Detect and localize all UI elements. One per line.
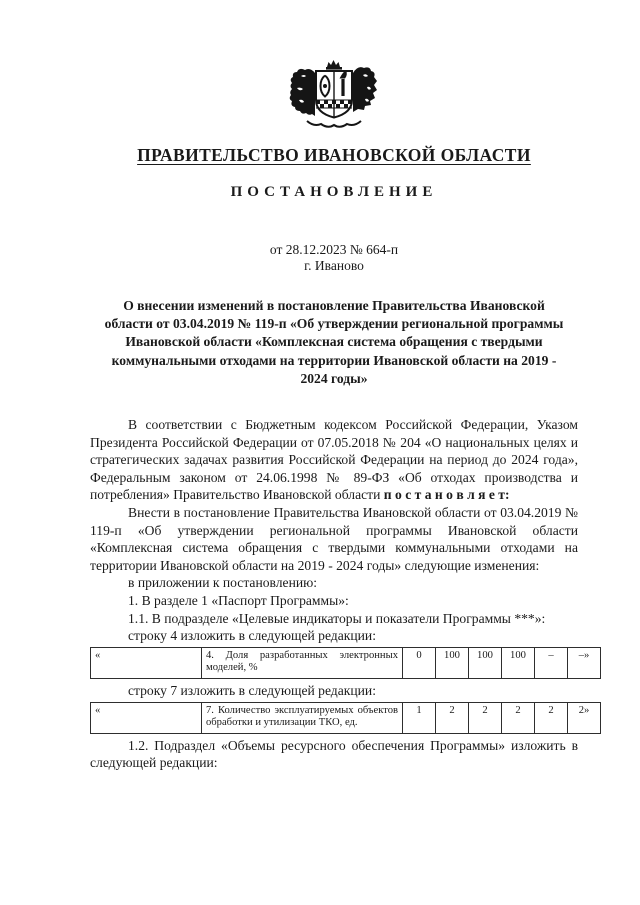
table-row4-amendment	[90, 647, 601, 679]
line-item-1-1: 1.1. В подразделе «Целевые индикаторы и показатели Программы ***»:	[128, 610, 546, 626]
org-title	[90, 145, 578, 166]
cell-value: 0	[403, 647, 436, 678]
cell-open-quote: «	[91, 647, 202, 678]
cell-value: 1	[403, 702, 436, 733]
cell-value: 100	[469, 647, 502, 678]
cell-open-quote: «	[91, 702, 202, 733]
line-annex: в приложении к постановлению:	[128, 575, 318, 591]
cell-value: 2	[436, 702, 469, 733]
line-item-1: 1. В разделе 1 «Паспорт Программы»:	[128, 592, 349, 608]
doc-body	[90, 416, 590, 772]
line-row4-intro: строку 4 изложить в следующей редакции:	[128, 628, 376, 644]
cell-value: 2	[469, 702, 502, 733]
cell-value: –»	[568, 647, 601, 678]
cell-value: 100	[502, 647, 535, 678]
paragraph-preamble	[90, 416, 578, 504]
table-row	[91, 702, 601, 733]
table-row	[91, 647, 601, 678]
cell-value: 2	[535, 702, 568, 733]
coat-of-arms-icon	[277, 58, 391, 132]
preamble-text: В соответствии с Бюджетным кодексом Российской Федерации, Указом Президента Российской Федерации от 07.05.2018 № 204 «О национальных целях и стратегических задачах развития Российской Федерации на период до 2024 года», Федеральным законом от 24.06.1998 № 89-ФЗ «Об отходах производства и потребления» Правительство Ивановской области	[90, 417, 578, 503]
cell-indicator: 7. Количество эксплуатируемых объектов обработки и утилизации ТКО, ед.	[202, 702, 403, 733]
paragraph-amendments-intro: Внести в постановление Правительства Ивановской области от 03.04.2019 № 119-п «Об утверждении региональной программы Ивановской области «Комплексная система обращения с твердыми коммунальными отходами на территории Ивановской области на 2019 - 2024 годы» следующие изменения:	[90, 504, 578, 573]
doc-type-title: ПОСТАНОВЛЕНИЕ	[230, 184, 438, 200]
resolves-keyword: п о с т а н о в л я е т:	[383, 487, 510, 503]
cell-indicator: 4. Доля разработанных электронных моделей, %	[202, 647, 403, 678]
cell-value: 100	[436, 647, 469, 678]
document-content	[90, 0, 590, 772]
doc-date-number: от 28.12.2023 № 664-п	[269, 242, 399, 257]
cell-value: –	[535, 647, 568, 678]
table-row7-amendment	[90, 702, 601, 734]
org-title-text: ПРАВИТЕЛЬСТВО ИВАНОВСКОЙ ОБЛАСТИ	[137, 145, 531, 165]
cell-value: 2	[502, 702, 535, 733]
doc-subject: О внесении изменений в постановление Правительства Ивановской области от 03.04.2019 № 119-п «Об утверждении региональной программы Ивановской области «Комплексная система обращения с твердыми коммунальными отходами на территории Ивановской области на 2019 - 2024 годы»	[104, 298, 564, 386]
line-row7-intro: строку 7 изложить в следующей редакции:	[128, 682, 376, 698]
doc-city: г. Иваново	[304, 258, 364, 273]
cell-value: 2»	[568, 702, 601, 733]
line-item-1-2: 1.2. Подраздел «Объемы ресурсного обеспечения Программы» изложить в следующей редакции:	[90, 737, 578, 771]
